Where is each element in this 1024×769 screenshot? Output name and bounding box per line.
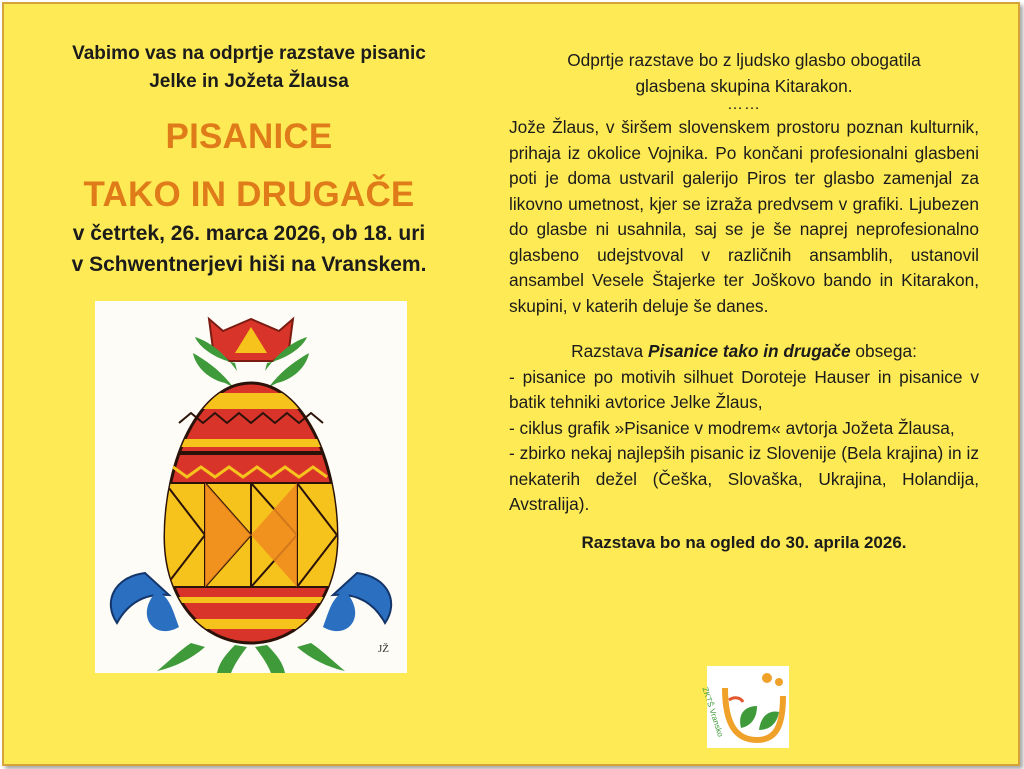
- exhibition-name: Pisanice tako in drugače: [647, 341, 851, 361]
- event-date-place: [4, 218, 494, 280]
- separator-dots: ……: [727, 96, 761, 113]
- exhibition-item-3: - zbirko nekaj najlepših pisanic iz Slovenije (Bela krajina) in iz nekaterih dežel (Češka, Slovaška, Ukrajina, Holandija, Avstralija).: [509, 443, 979, 514]
- artist-signature: JŽ: [378, 643, 389, 655]
- exhibition-suffix: obsega:: [850, 341, 917, 361]
- invitation-line-1: Vabimo vas na odprtje razstave pisanic: [72, 43, 426, 64]
- exhibition-title: [4, 108, 494, 224]
- event-date: v četrtek, 26. marca 2026, ob 18. uri: [72, 222, 426, 245]
- exhibition-prefix: Razstava: [571, 341, 648, 361]
- invitation-heading: [4, 40, 494, 96]
- title-line-2: TAKO IN DRUGAČE: [83, 175, 415, 214]
- easter-egg-artwork: [95, 301, 407, 673]
- music-intro: [509, 48, 979, 99]
- exhibition-item-2: - ciklus grafik »Pisanice v modrem« avtorja Jožeta Žlausa,: [509, 417, 955, 438]
- logo-text: ZKTŠ Vransko: [700, 686, 725, 738]
- exhibition-closing-date: Razstava bo na ogled do 30. aprila 2026.: [581, 532, 907, 552]
- exhibition-item-1: - pisanice po motivih silhuet Doroteje Hauser in pisanice v batik tehniki avtorice Jelke Žlaus,: [509, 366, 979, 412]
- zkts-vransko-logo: [700, 666, 789, 748]
- title-line-1: PISANICE: [165, 117, 333, 156]
- music-intro-line-1: Odprtje razstave bo z ljudsko glasbo obogatila: [567, 50, 921, 70]
- event-place: v Schwentnerjevi hiši na Vranskem.: [71, 253, 427, 276]
- exhibition-contents-heading: [509, 339, 979, 365]
- invitation-card: [2, 2, 1020, 766]
- invitation-line-2: Jelke in Jožeta Žlausa: [149, 71, 349, 92]
- description-column: [509, 48, 979, 555]
- easter-egg-illustration: [95, 301, 407, 673]
- music-intro-line-2: glasbena skupina Kitarakon.: [635, 75, 853, 96]
- artist-biography: Jože Žlaus, v širšem slovenskem prostoru poznan kulturnik, prihaja iz okolice Vojnika. Po končani profesionalni glasbeni poti je doma ustvaril galerijo Piros ter glasbo zamenjal za likovno umetnost, kjer se izraža predvsem v grafiki. Ljubezen do glasbe ni usahnila, saj se je še naprej neprofesionalno glasbeno udejstvoval v različnih ansamblih, ustanovil ansambel Vesele Štajerke ter Joškovo bando in Kitarakon, skupini, v katerih deluje še danes.: [509, 117, 979, 316]
